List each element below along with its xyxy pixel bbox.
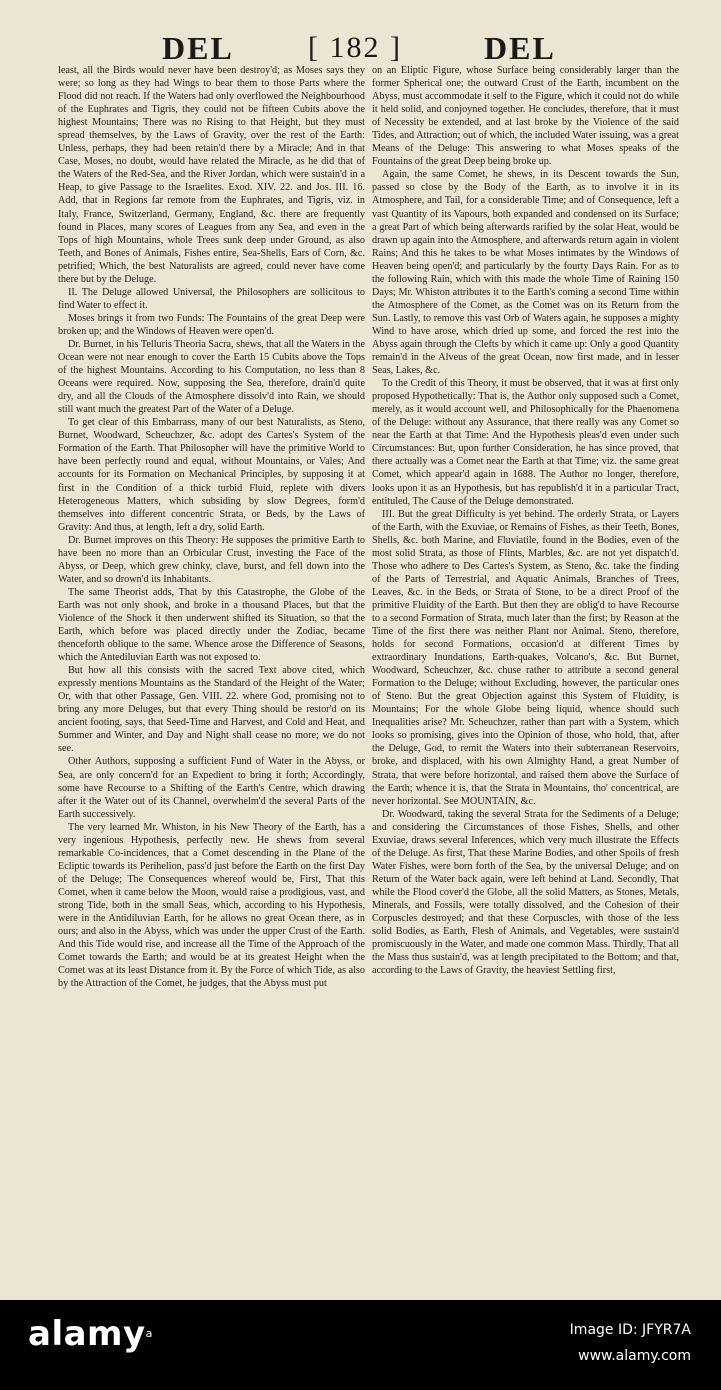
page-number: [ 182 ]	[308, 31, 402, 64]
header-right-word: DEL	[484, 30, 556, 66]
alamy-logo	[28, 1314, 153, 1354]
paragraph: Moses brings it from two Funds: The Fountains of the great Deep were broken up; and the Windows of Heaven were open'd.	[58, 312, 365, 337]
running-header	[0, 28, 721, 68]
paragraph: To get clear of this Embarrass, many of our best Naturalists, as Steno, Burnet, Woodward, Scheuchzer, &c. adopt des Cartes's System of the Formation of the Earth. That Philosopher will have the primitive World to have been perfectly round and equal, without Mountains, or Vales; And accounts for its Formation on Mechanical Principles, by supposing it at first in the Condition of a thick turbid Fluid, replete with divers Heterogeneous Matters, which subsiding by slow Degrees, form'd themselves into different concentric Strata, or Beds, by the Laws of Gravity: And thus, at length, left a dry, solid Earth.	[58, 417, 365, 533]
paragraph: But how all this consists with the sacred Text above cited, which expressly mentions Mountains as the Standard of the Height of the Water; Or, with that other Passage, Gen. VIII. 22. where God, promising not to bring any more Deluges, but that every Thing should be restor'd on its ancient footing, says, that Seed-Time and Harvest, and Cold and Heat, and Summer and Winter, and Day and Night shall cease no more; we do not see.	[58, 665, 365, 755]
paragraph: The very learned Mr. Whiston, in his New Theory of the Earth, has a very ingenious Hypothesis, perfectly new. He shews from several remarkable Co-incidences, that a Comet descending in the Plane of the Ecliptic towards its Perihelion, pass'd just before the Earth on the first Day of the Deluge; The Consequences whereof would be, First, That this Comet, when it came below the Moon, would raise a prodigious, vast, and strong Tide, both in the small Seas, which, according to his Hypothesis, were in the Antidiluvian Earth, for he allows no great Ocean there, as in ours; and also in the Abyss, which was under the upper Crust of the Earth. And this Tide would rise, and increase all the Time of the Approach of the Comet towards the Earth; and would be at its greatest Height when the Comet was at its least Distance from it. By the Force of which Tide, as also by the Attraction of the Comet, he judges, that the Abyss must put	[58, 821, 365, 990]
image-id: Image ID: JFYR7A	[569, 1322, 691, 1338]
left-text-column	[58, 64, 365, 1296]
site-url[interactable]: www.alamy.com	[578, 1348, 691, 1364]
paragraph: Other Authors, supposing a sufficient Fund of Water in the Abyss, or Sea, are only concern'd for an Expedient to bring it forth; Accordingly, some have Recourse to a Shifting of the Earth's Centre, which drawing after it the Water out of its Channel, overwhelm'd the several Parts of the Earth successively.	[58, 756, 365, 820]
paragraph: Dr. Woodward, taking the several Strata for the Sediments of a Deluge; and considering the Circumstances of those Fishes, Shells, and other Exuviae, draws several Inferences, which very much illustrate the Effects of the Deluge. As first, That these Marine Bodies, and other Spoils of fresh Water Fishes, were born forth of the Sea, by the universal Deluge; and on Return of the Water back again, were left behind at Land. Secondly, That while the Flood cover'd the Globe, all the solid Matters, as Stones, Metals, Minerals, and Fossils, were totally dissolved, and the Cohesion of their Corpuscles destroyed; and that these Corpuscles, with those of the less solid Bodies, as Earth, Flesh of Animals, and Vegetables, were sustain'd promiscuously in the Water, and made one common Mass. Thirdly, That all the Mass thus sustain'd, was at length precipitated to the Bottom; and that, according to the Laws of Gravity, the heaviest Settling first,	[372, 808, 679, 977]
paragraph: on an Eliptic Figure, whose Surface being considerably larger than the former Spherical one; the outward Crust of the Earth, incumbent on the Abyss, must accommodate it self to the Figure, which it could not do while it held solid, and conjoyned together. He concludes, therefore, that it must of Necessity be extended, and at last broke by the Violence of the said Tides, and Attraction; out of which, the included Water issuing, was a great Means of the Deluge: This answering to what Moses speaks of the Fountains of the great Deep being broke up.	[372, 65, 679, 168]
paragraph: The same Theorist adds, That by this Catastrophe, the Globe of the Earth was not only shook, and broke in a thousand Places, but that the Violence of the Shock it then underwent shifted its Situation, so that the Earth, which before was placed directly under the Zodiac, became thenceforth oblique to the same. Whence arose the Difference of Seasons, which the Antediluvian Earth was not exposed to.	[58, 586, 365, 664]
paragraph: II. The Deluge allowed Universal, the Philosophers are sollicitous to find Water to effect it.	[58, 286, 365, 311]
paragraph: To the Credit of this Theory, it must be observed, that it was at first only proposed Hypothetically: That is, the Author only supposed such a Comet, merely, as it would account well, and Philosophically for the Phaenomena of the Deluge: without any Assurance, that there really was any Comet so near the Earth at that Time: And the Hypothesis pleas'd even under such Circumstances: But, upon further Consideration, he has since proved, that there actually was a Comet near the Earth at that Time; viz. the same great Comet, which appear'd again in 1688. The Author no longer, therefore, looks upon it as an Hypothesis, but has republish'd it in a particular Tract, entituled, The Cause of the Deluge demonstrated.	[372, 378, 679, 507]
header-left-word: DEL	[162, 30, 234, 66]
paragraph: Again, the same Comet, he shews, in its Descent towards the Sun, passed so close by the Body of the Earth, as to involve it in its Atmosphere, and Tail, for a considerable Time; and of Consequence, left a vast Quantity of its Vapours, both expanded and condensed on its Surface; a great Part of which being afterwards rarified by the solar Heat, would be drawn up again into the Atmosphere, and afterwards return again in violent Rains; And this he takes to be what Moses intimates by the Windows of Heaven being open'd; and particularly by the fourty Days Rain. For as to the following Rain, which with this made the whole Time of Raining 150 Days; Mr. Whiston attributes it to the Earth's coming a second Time within the Atmosphere of the Comet, as the Comet was on its Return from the Sun. Lastly, to remove this vast Orb of Waters again, he supposes a mighty Wind to have arose, which dried up some, and forced the rest into the Abyss again through the Clefts by which it came up: Only a good Quantity remain'd in the Alveus of the great Ocean, now first made, and in lesser Seas, Lakes, &c.	[372, 169, 679, 377]
alamy-logo-text: alamy	[28, 1314, 146, 1354]
paragraph: Dr. Burnet, in his Telluris Theoria Sacra, shews, that all the Waters in the Ocean were not near enough to cover the Earth 15 Cubits above the Tops of the highest Mountains. According to his Computation, no less than 8 Oceans were required. Now, supposing the Sea, therefore, drain'd quite dry, and all the Clouds of the Atmosphere dissolv'd into Rain, we should still want much the greatest Part of the Water of a Deluge.	[58, 338, 365, 416]
paragraph: III. But the great Difficulty is yet behind. The orderly Strata, or Layers of the Earth, with the Exuviae, or Remains of Fishes, as their Teeth, Bones, Shells, &c. both Marine, and Fluviatile, found in the Bodies, even of the most solid Strata, as those of Flints, Marbles, &c. are not yet dispatch'd. Those who adhere to Des Cartes's System, as Steno, &c. take the finding of the Parts of Terrestrial, and Aquatic Animals, Branches of Trees, Leaves, &c. in the Beds, or Strata of Stone, to be a direct Proof of the primitive Fluidity of the Earth. But then they are oblig'd to have Recourse to a second Formation of Strata, much later than the first; by Reason at the Time of the first there was neither Plant nor Animal. Steno, therefore, holds for second Formations, occasion'd at different Times by extraordinary Inundations, Earth-quakes, Volcano's, &c. But Burnet, Woodward, Scheuchzer, &c. chuse rather to attribute a second general Formation to the Deluge; without Excluding, however, the particular ones of Steno. But the great Objection against this System of Fluidity, is Mountains; For the whole Globe being liquid, whence should such Inequalities arise? Mr. Scheuchzer, rather than part with a System, which looks so promising, gives into the Opinion of those, who hold, that, after the Deluge, God, to remit the Waters into their subterranean Reservoirs, broke, and displaced, with his own Almighty Hand, a great Number of Strata, that were before horizontal, and raised them above the Surface of the Earth; whence it is, that the Strata in Mountains, tho' concentrical, are never horizontal. See MOUNTAIN, &c.	[372, 508, 679, 807]
alamy-logo-mark: a	[145, 1327, 153, 1340]
paragraph: Dr. Burnet improves on this Theory: He supposes the primitive Earth to have been no more than an Orbicular Crust, investing the Face of the Abyss, or Deep, which grew chinky, clave, burst, and fell down into the Water, and so drown'd its Inhabitants.	[58, 534, 365, 585]
right-text-column	[372, 64, 679, 1296]
paragraph: least, all the Birds would never have been destroy'd; as Moses says they were; so long as they had Wings to bear them to those Parts where the Flood did not reach. If the Waters had only overflowed the Neighbourhood of the Euphrates and Tigris, they could not be fifteen Cubits above the highest Mountains; There was no Rising to that Height, but they must spread themselves, by the Laws of Gravity, over the rest of the Earth: Unless, perhaps, they had been retain'd there by a Miracle; And in that Case, Moses, no doubt, would have related the Miracle, as he did that of the Waters of the Red-Sea, and the River Jordan, which were sustain'd in a Heap, to give Passage to the Israelites. Exod. XIV. 22. and Jos. III. 16. Add, that in Regions far remote from the Euphrates, and Tigris, viz. in Italy, France, Switzerland, Germany, England, &c. there are frequently found in Places, many scores of Leagues from any Sea, and even in the Tops of high Mountains, whole Trees sunk deep under Ground, as also Teeth, and Bones of Animals, Fishes entire, Sea-Shells, Ears of Corn, &c. petrified; Which, the best Naturalists are agreed, could never have come there but by the Deluge.	[58, 65, 365, 285]
